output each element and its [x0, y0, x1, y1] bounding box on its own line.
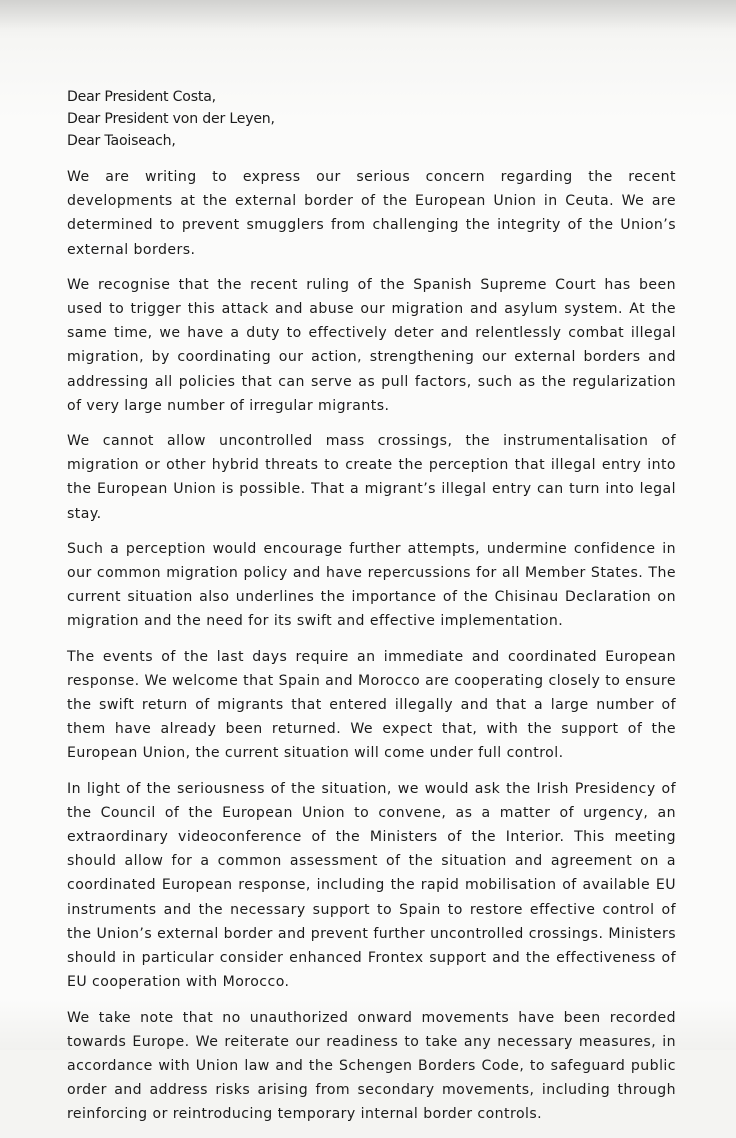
paragraph: We are writing to express our serious concern regarding the recent developments at the external border of the European Union in Ceuta. We are determined to prevent smugglers from challenging the integrity of the Union’s external borders.: [67, 169, 676, 258]
salutation-line: Dear President von der Leyen,: [67, 111, 275, 127]
page-shadow: [0, 0, 736, 30]
letter-body: [67, 86, 676, 1138]
paragraph: In light of the seriousness of the situation, we would ask the Irish Presidency of the Council of the European Union to convene, as a matter of urgency, an extraordinary videoconference of the Ministers of the Interior. This meeting should allow for a common assessment of the situation and agreement on a coordinated European response, including the rapid mobilisation of available EU instruments and the necessary support to Spain to restore effective control of the Union’s external border and prevent further uncontrolled crossings. Ministers should in particular consider enhanced Frontex support and the effectiveness of EU cooperation with Morocco.: [67, 780, 676, 991]
paragraph: We recognise that the recent ruling of the Spanish Supreme Court has been used to trigger this attack and abuse our migration and asylum system. At the same time, we have a duty to effectively deter and relentlessly combat illegal migration, by coordinating our action, strengthening our external borders and addressing all policies that can serve as pull factors, such as the regularization of very large number of irregular migrants.: [67, 276, 676, 414]
paragraph: Such a perception would encourage further attempts, undermine confidence in our common migration policy and have repercussions for all Member States. The current situation also underlines the importance of the Chisinau Declaration on migration and the need for its swift and effective implementation.: [67, 540, 676, 630]
paragraph: The events of the last days require an immediate and coordinated European response. We welcome that Spain and Morocco are cooperating closely to ensure the swift return of migrants that entered illegally and that a large number of them have already been returned. We expect that, with the support of the European Union, the current situation will come under full control.: [67, 648, 676, 762]
paragraph: We cannot allow uncontrolled mass crossings, the instrumentalisation of migration or other hybrid threats to create the perception that illegal entry into the European Union is possible. That a migrant’s illegal entry can turn into legal stay.: [67, 433, 676, 522]
salutation-line: Dear Taoiseach,: [67, 133, 176, 149]
paragraph: We take note that no unauthorized onward movements have been recorded towards Europe. We reiterate our readiness to take any necessary measures, in accordance with Union law and the Schengen Borders Code, to safeguard public order and address risks arising from secondary movements, including through reinforcing or reintroducing temporary internal border controls.: [67, 1009, 676, 1123]
salutation-line: Dear President Costa,: [67, 89, 216, 105]
salutation-block: [67, 86, 676, 152]
